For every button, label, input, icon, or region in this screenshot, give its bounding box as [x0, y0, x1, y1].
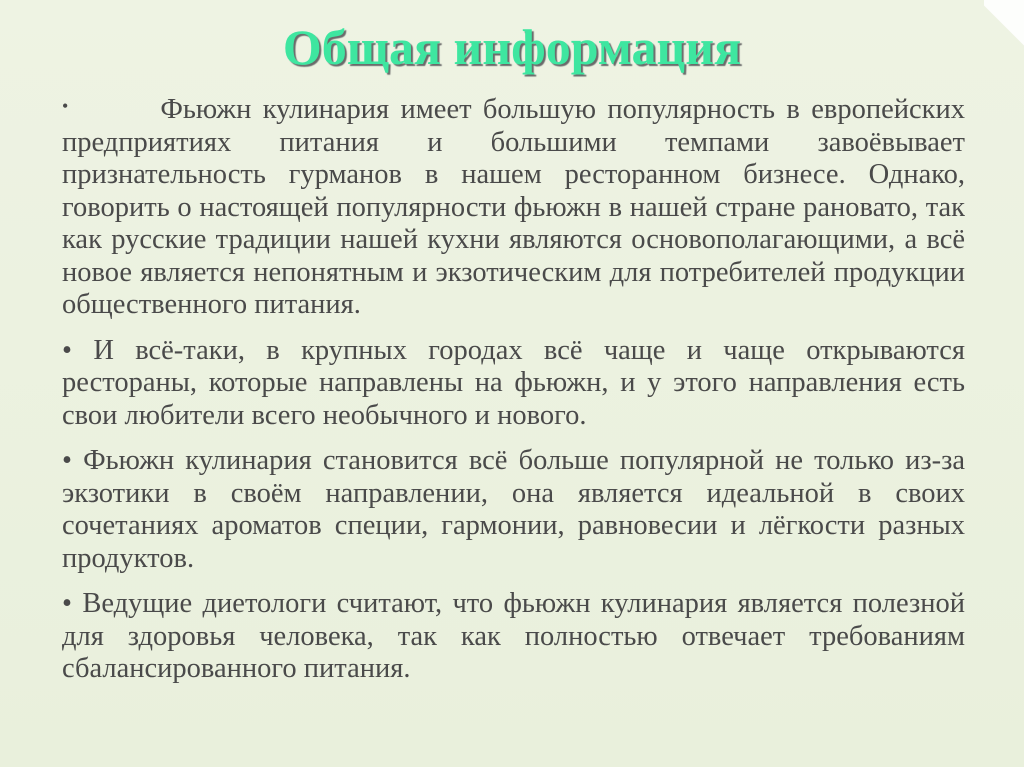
slide-title: Общая информация — [282, 19, 742, 75]
paragraph-3-text: Фьюжн кулинария становится всё больше популярной не только из-за экзотики в своём направлении, она является идеальной в своих сочетаниях ароматов специи, гармонии, равновесии и лёгкости разных продуктов. — [62, 445, 966, 574]
paragraph-4-text: Ведущие диетологи считают, что фьюжн кулинария является полезной для здоровья человека, так как полностью отвечает требованиям сбалансированного питания. — [62, 588, 965, 684]
bullet-3: • — [62, 445, 72, 476]
bullet-1: • — [62, 96, 69, 116]
bullet-4: • — [62, 588, 72, 619]
paragraph-2 — [62, 335, 965, 433]
paragraph-2-text: И всё-таки, в крупных городах всё чаще и чаще открываются рестораны, которые направлены на фьюжн, и у этого направления есть свои любители всего необычного и нового. — [62, 334, 965, 431]
paragraph-1 — [62, 90, 965, 322]
slide-body — [62, 90, 965, 699]
paragraph-3 — [62, 445, 965, 575]
bullet-2: • — [62, 334, 72, 366]
paragraph-1-text: Фьюжн кулинария имеет большую популярность в европейских предприятиях питания и большими темпами завоёвывает признательность гурманов в нашем ресторанном бизнесе. Однако, говорить о настоящей популярности фьюжн в нашей стране рановато, так как русские традиции нашей кухни являются основополагающими, а всё новое является непонятным и экзотическим для потребителей продукции общественного питания. — [62, 94, 965, 320]
paragraph-4 — [62, 588, 965, 686]
